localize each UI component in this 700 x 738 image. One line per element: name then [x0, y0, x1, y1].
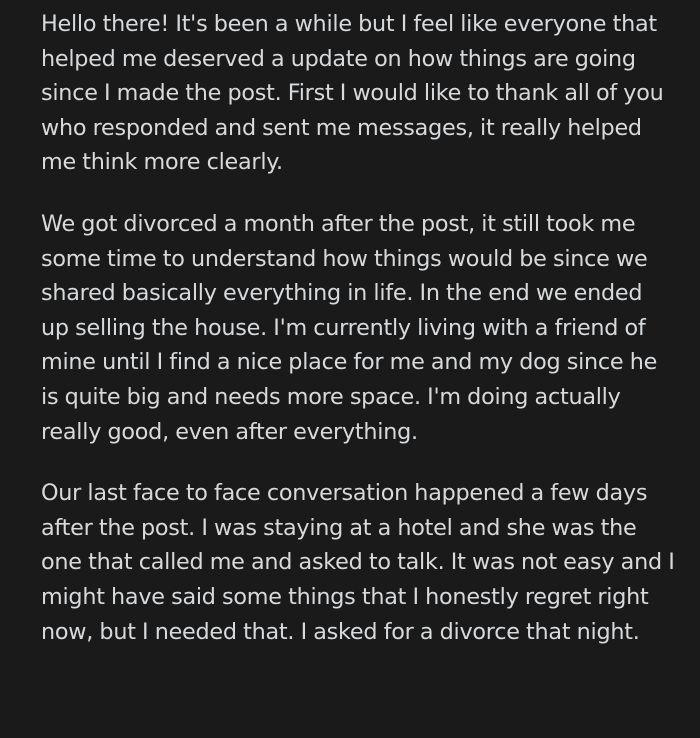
post-paragraph-1: Hello there! It's been a while but I feel like everyone that helped me deserved a update on how things are going since I made the post. First I would like to thank all of you who responded and sent me messages, it really helped me think more clearly. [41, 11, 664, 176]
post-paragraph-3: Our last face to face conversation happened a few days after the post. I was staying at a hotel and she was the one that called me and asked to talk. It was not easy and I might have said some things that I honestly regret right now, but I needed that. I asked for a divorce that night. [41, 480, 675, 645]
post-paragraph-2: We got divorced a month after the post, it still took me some time to understand how things would be since we shared basically everything in life. In the end we ended up selling the house. I'm currently living with a friend of mine until I find a nice place for me and my dog since he is quite big and needs more space. I'm doing actually really good, even after everything. [41, 210, 658, 445]
